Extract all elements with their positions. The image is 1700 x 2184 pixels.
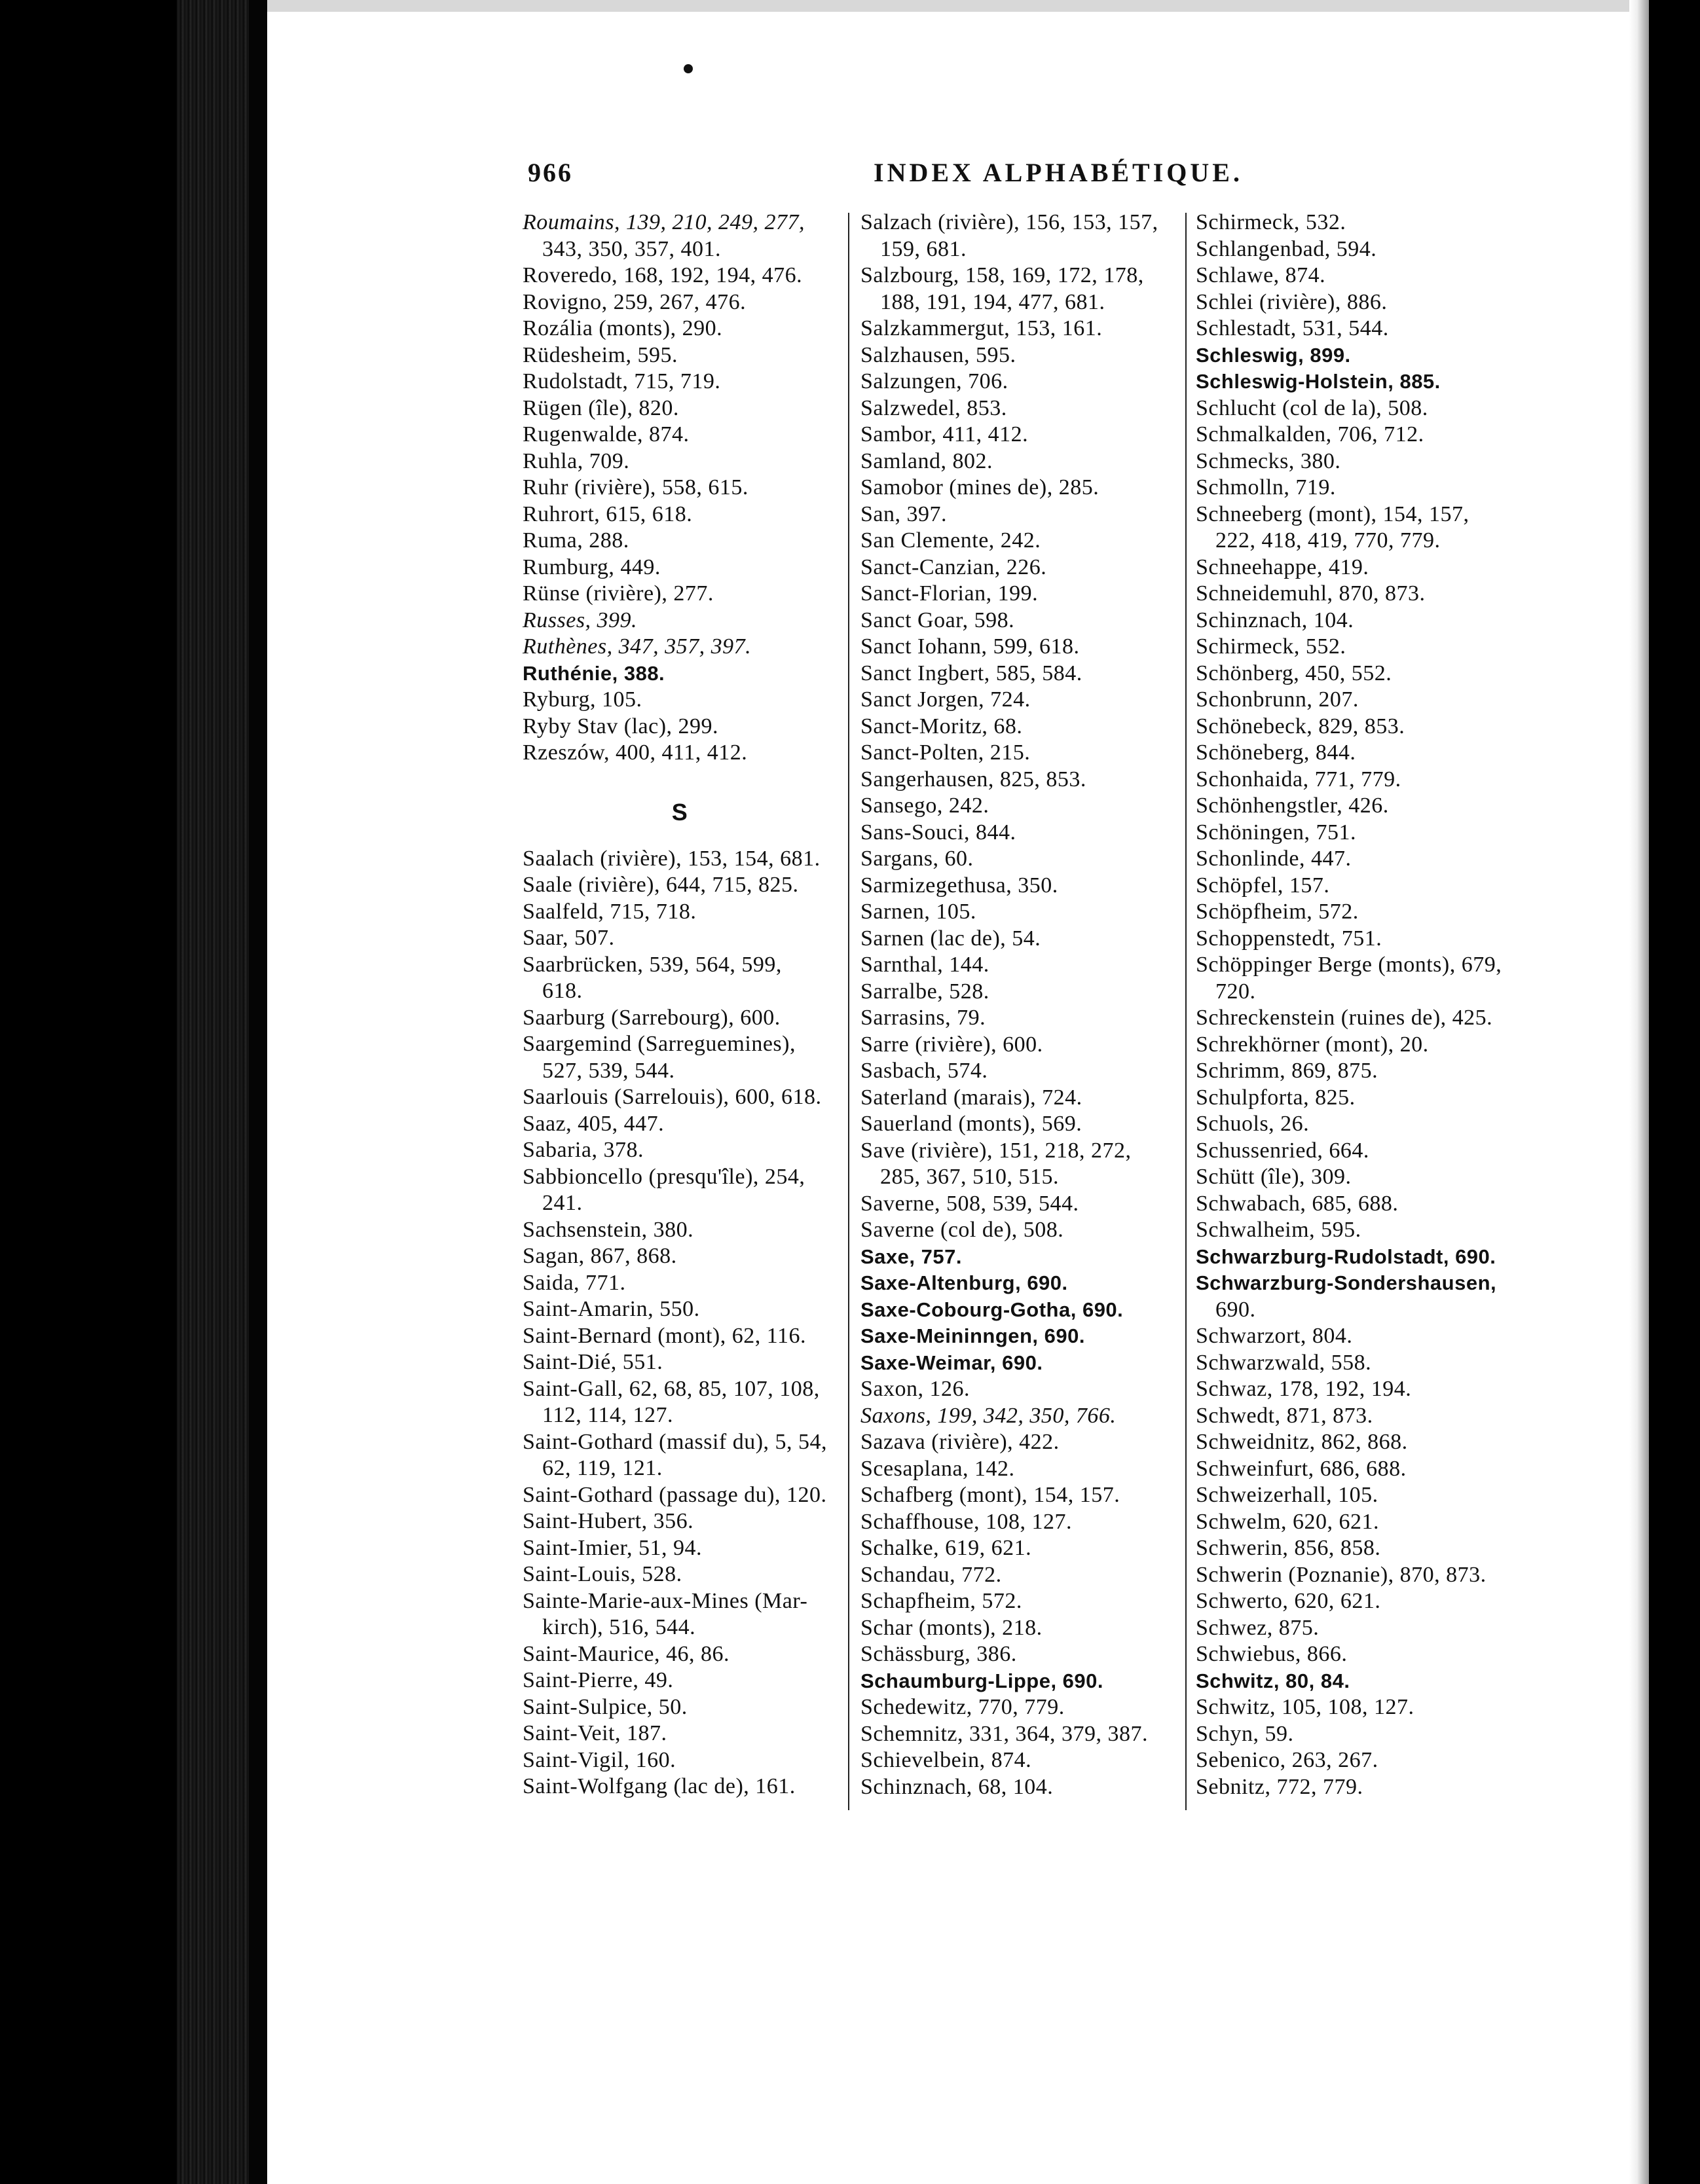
index-entry: Schaffhouse, 108, 127. [860,1509,1072,1534]
index-entry: Scesaplana, 142. [860,1456,1015,1481]
index-entry: Schwedt, 871, 873. [1196,1403,1373,1428]
index-entry: Schonhaida, 771, 779. [1196,767,1401,792]
ink-mark [684,64,693,73]
index-entry: Schlucht (col de la), 508. [1196,395,1428,420]
index-entry: Schwitz, 105, 108, 127. [1196,1695,1414,1719]
index-entry: Rumburg, 449. [523,555,661,579]
index-entry: Saint-Imier, 51, 94. [523,1535,702,1560]
index-entry: Sarnthal, 144. [860,953,989,977]
index-entry: Schleswig-Holstein, 885. [1196,370,1441,393]
index-entry: Roumains, 139, 210, 249, 277, [523,210,805,234]
index-entry: 188, 191, 194, 477, 681. [880,289,1105,314]
index-column-1 [523,209,837,1800]
index-entry: Ryburg, 105. [523,687,642,712]
index-entry: Saida, 771. [523,1270,626,1295]
index-entry: Sanct-Canzian, 226. [860,555,1047,579]
index-entry: Schöpfheim, 572. [1196,900,1359,924]
index-entry: Schmalkalden, 706, 712. [1196,422,1424,446]
index-entry: Schinznach, 104. [1196,608,1354,632]
index-entry: Schapfheim, 572. [860,1589,1022,1613]
index-entry: Schütt (île), 309. [1196,1165,1352,1189]
index-entry: 159, 681. [880,236,967,261]
index-entry: Saxe-Altenburg, 690. [860,1271,1068,1294]
index-entry: Ruthénie, 388. [523,661,665,685]
index-entry: Schafberg (mont), 154, 157. [860,1483,1120,1507]
index-entry: Schyn, 59. [1196,1721,1294,1746]
index-entry: Saxe, 757. [860,1245,962,1268]
index-entry: Saint-Sulpice, 50. [523,1694,688,1719]
index-entry: Saint-Dié, 551. [523,1350,663,1374]
index-entry: Rudolstadt, 715, 719. [523,369,721,393]
index-entry: 222, 418, 419, 770, 779. [1215,528,1441,553]
index-entry: Schwarzwald, 558. [1196,1350,1372,1375]
index-entry: Rüdesheim, 595. [523,342,678,367]
index-entry: Rünse (rivière), 277. [523,581,714,606]
scan-background [1649,0,1700,2184]
index-entry: Sarnen (lac de), 54. [860,926,1041,951]
index-entry: Ruhla, 709. [523,448,630,473]
index-entry: Salzungen, 706. [860,369,1008,393]
index-entry: Schweidnitz, 862, 868. [1196,1430,1408,1454]
index-entry: Saarbrücken, 539, 564, 599, [523,952,782,977]
index-entry: Saalfeld, 715, 718. [523,899,697,924]
index-entry: Schmolln, 719. [1196,475,1336,500]
index-entry: Russes, 399. [523,608,638,632]
index-entry: Saxe-Cobourg-Gotha, 690. [860,1298,1124,1321]
index-entry: Schirmeck, 552. [1196,634,1346,659]
index-entry: Samland, 802. [860,448,993,473]
index-entry: Schleswig, 899. [1196,343,1351,367]
index-entry: San, 397. [860,501,947,526]
index-entry: Saint-Gothard (massif du), 5, 54, [523,1429,828,1454]
index-entry: Schemnitz, 331, 364, 379, 387. [860,1721,1149,1746]
index-entry: Sarralbe, 528. [860,979,989,1004]
index-entry: Saint-Veit, 187. [523,1721,667,1745]
index-entry: Schönberg, 450, 552. [1196,661,1392,685]
index-entry: Rügen (île), 820. [523,395,679,420]
index-entry: Schwerin, 856, 858. [1196,1536,1381,1560]
index-entry: Sazava (rivière), 422. [860,1430,1060,1454]
index-entry: Schwelm, 620, 621. [1196,1509,1380,1534]
index-entry: Schneehappe, 419. [1196,555,1369,579]
index-entry: 720. [1215,979,1256,1004]
column-rule [1185,213,1187,1810]
index-entry: Sambor, 411, 412. [860,422,1029,446]
index-entry: Saverne, 508, 539, 544. [860,1191,1079,1216]
index-entry: Schar (monts), 218. [860,1615,1043,1640]
index-entry: Save (rivière), 151, 218, 272, [860,1138,1132,1163]
index-entry: Saar, 507. [523,926,615,950]
index-entry: Sebenico, 263, 267. [1196,1748,1378,1772]
index-entry: Schaumburg-Lippe, 690. [860,1669,1104,1692]
index-entry: Sasbach, 574. [860,1059,988,1083]
index-entry: Schöppinger Berge (monts), 679, [1196,953,1502,977]
index-entry: Saint-Gothard (passage du), 120. [523,1482,827,1507]
index-entry: Rovigno, 259, 267, 476. [523,289,747,314]
index-entry: kirch), 516, 544. [542,1615,696,1639]
index-entry: Rugenwalde, 874. [523,422,690,446]
index-entry: Schussenried, 664. [1196,1138,1369,1163]
index-entry: Ruthènes, 347, 357, 397. [523,634,752,659]
index-entry: Schwarzburg-Sondershausen, [1196,1271,1497,1294]
index-entry: Saaz, 405, 447. [523,1111,665,1136]
page-number: 966 [528,158,573,187]
index-entry: Saterland (marais), 724. [860,1085,1082,1110]
index-entry: Salzwedel, 853. [860,395,1007,420]
index-entry: Sachsenstein, 380. [523,1217,694,1242]
index-entry: Sanct Jorgen, 724. [860,687,1031,712]
index-entry: Saint-Maurice, 46, 86. [523,1641,730,1666]
page-top-edge [267,0,1629,12]
index-entry: Schreckenstein (ruines de), 425. [1196,1006,1493,1030]
index-entry: Saint-Wolfgang (lac de), 161. [523,1774,796,1798]
index-entry: Schwitz, 80, 84. [1196,1669,1350,1692]
index-entry: 241. [542,1191,583,1215]
index-entry: Saxons, 199, 342, 350, 766. [860,1403,1117,1428]
index-entry: Schöneberg, 844. [1196,740,1356,765]
index-entry: Schöningen, 751. [1196,820,1357,845]
index-entry: Schwabach, 685, 688. [1196,1191,1399,1216]
index-entry: Ryby Stav (lac), 299. [523,714,719,738]
index-entry: Schedewitz, 770, 779. [860,1695,1065,1719]
index-entry: Schneeberg (mont), 154, 157, [1196,501,1469,526]
index-column-3 [1196,209,1510,1800]
index-entry: Saxe-Meininngen, 690. [860,1324,1085,1347]
index-entry: San Clemente, 242. [860,528,1041,553]
index-entry: Saint-Pierre, 49. [523,1668,674,1692]
index-entry: Salzach (rivière), 156, 153, 157, [860,210,1158,234]
index-entry: Schuols, 26. [1196,1112,1310,1136]
index-entry: Schievelbein, 874. [860,1748,1032,1772]
index-entry: Sanct-Florian, 199. [860,581,1039,606]
index-entry: Schwerto, 620, 621. [1196,1589,1381,1613]
index-entry: Saargemind (Sarreguemines), [523,1032,796,1056]
index-entry: Sarnen, 105. [860,900,976,924]
book-spine-shadow [249,0,268,2184]
index-entry: Saint-Louis, 528. [523,1562,682,1586]
index-entry [523,767,837,793]
index-entry: Schönhengstler, 426. [1196,793,1389,818]
index-entry: 343, 350, 357, 401. [542,236,721,261]
index-entry: Schmecks, 380. [1196,448,1341,473]
index-entry: Schulpforta, 825. [1196,1085,1356,1110]
index-entry: 112, 114, 127. [542,1403,673,1427]
index-entry: Saint-Amarin, 550. [523,1297,700,1321]
index-entry: Saxon, 126. [860,1377,970,1401]
index-entry: Saxe-Weimar, 690. [860,1351,1043,1374]
index-entry: Roveredo, 168, 192, 194, 476. [523,263,803,287]
index-entry: Sagan, 867, 868. [523,1244,677,1268]
index-entry: Sainte-Marie-aux-Mines (Mar- [523,1588,808,1613]
index-entry: Schässburg, 386. [860,1642,1017,1666]
index-entry: Ruhr (rivière), 558, 615. [523,475,748,500]
index-entry: Saint-Hubert, 356. [523,1509,694,1533]
index-entry: Sanct Goar, 598. [860,608,1015,632]
index-entry: Schwarzort, 804. [1196,1324,1353,1348]
index-entry: Saalach (rivière), 153, 154, 681. [523,846,821,871]
index-entry: Schlawe, 874. [1196,263,1326,287]
index-entry: Salzbourg, 158, 169, 172, 178, [860,263,1144,287]
index-entry: Schweinfurt, 686, 688. [1196,1456,1407,1481]
index-entry: Sansego, 242. [860,793,989,818]
index-entry: Sarmizegethusa, 350. [860,873,1058,898]
index-entry: Sangerhausen, 825, 853. [860,767,1086,792]
index-entry: Schönebeck, 829, 853. [1196,714,1405,738]
facing-page-edge [1629,0,1649,2184]
index-entry: Schinznach, 68, 104. [860,1774,1054,1799]
index-entry: Rzeszów, 400, 411, 412. [523,740,748,765]
index-entry: Schlestadt, 531, 544. [1196,316,1389,340]
index-entry: Samobor (mines de), 285. [860,475,1099,500]
running-title: INDEX ALPHABÉTIQUE. [874,158,1243,187]
index-entry: Rozália (monts), 290. [523,316,723,340]
index-entry: Schandau, 772. [860,1562,1002,1587]
index-entry: Sargans, 60. [860,846,974,871]
index-entry: Schwaz, 178, 192, 194. [1196,1377,1412,1401]
index-entry: Saverne (col de), 508. [860,1218,1064,1242]
index-entry: Sauerland (monts), 569. [860,1112,1082,1136]
index-entry: Sarre (rivière), 600. [860,1032,1043,1057]
index-entry: Schweizerhall, 105. [1196,1483,1378,1507]
index-entry: 618. [542,979,583,1003]
index-entry: Sanct Iohann, 599, 618. [860,634,1080,659]
index-entry: Sabbioncello (presqu'île), 254, [523,1164,805,1189]
index-entry: Schwarzburg-Rudolstadt, 690. [1196,1245,1496,1268]
index-entry: Schwalheim, 595. [1196,1218,1361,1242]
index-entry: Schwiebus, 866. [1196,1642,1348,1666]
index-entry: Schlangenbad, 594. [1196,236,1377,261]
index-entry: Saarburg (Sarrebourg), 600. [523,1005,781,1030]
index-entry: Salzhausen, 595. [860,342,1016,367]
index-entry: Sebnitz, 772, 779. [1196,1774,1363,1799]
index-entry: 527, 539, 544. [542,1058,675,1083]
index-entry: Sanct Ingbert, 585, 584. [860,661,1082,685]
index-entry: Schonlinde, 447. [1196,846,1352,871]
index-entry: Salzkammergut, 153, 161. [860,316,1103,340]
index-entry: Schwez, 875. [1196,1615,1320,1640]
index-entry: 285, 367, 510, 515. [880,1165,1059,1189]
index-entry: Schalke, 619, 621. [860,1536,1032,1560]
index-entry: Sabaria, 378. [523,1138,644,1162]
index-entry: 62, 119, 121. [542,1456,663,1480]
index-entry: Schonbrunn, 207. [1196,687,1359,712]
index-entry: Sanct-Polten, 215. [860,740,1031,765]
index-entry: Saint-Bernard (mont), 62, 116. [523,1323,806,1348]
index-entry: Saint-Gall, 62, 68, 85, 107, 108, [523,1376,820,1401]
index-entry: Sans-Souci, 844. [860,820,1016,845]
index-entry: Schoppenstedt, 751. [1196,926,1382,951]
index-entry: Ruma, 288. [523,528,629,553]
index-entry: Sanct-Moritz, 68. [860,714,1023,738]
index-entry: Schlei (rivière), 886. [1196,289,1388,314]
index-entry: Ruhrort, 615, 618. [523,501,693,526]
index-column-2 [860,209,1175,1800]
index-entry: Schwerin (Poznanie), 870, 873. [1196,1562,1487,1587]
index-entry: Saale (rivière), 644, 715, 825. [523,873,799,897]
index-entry: Schrekhörner (mont), 20. [1196,1032,1429,1057]
index-entry: Schrimm, 869, 875. [1196,1059,1378,1083]
section-letter: S [671,799,688,826]
index-entry: Saint-Vigil, 160. [523,1747,676,1772]
column-rule [848,213,849,1810]
index-entry: Saarlouis (Sarrelouis), 600, 618. [523,1085,822,1109]
index-entry: Schöpfel, 157. [1196,873,1330,898]
index-entry: 690. [1215,1297,1256,1322]
index-entry: Sarrasins, 79. [860,1006,986,1030]
index-entry: Schirmeck, 532. [1196,210,1346,234]
index-entry: Schneidemuhl, 870, 873. [1196,581,1426,606]
